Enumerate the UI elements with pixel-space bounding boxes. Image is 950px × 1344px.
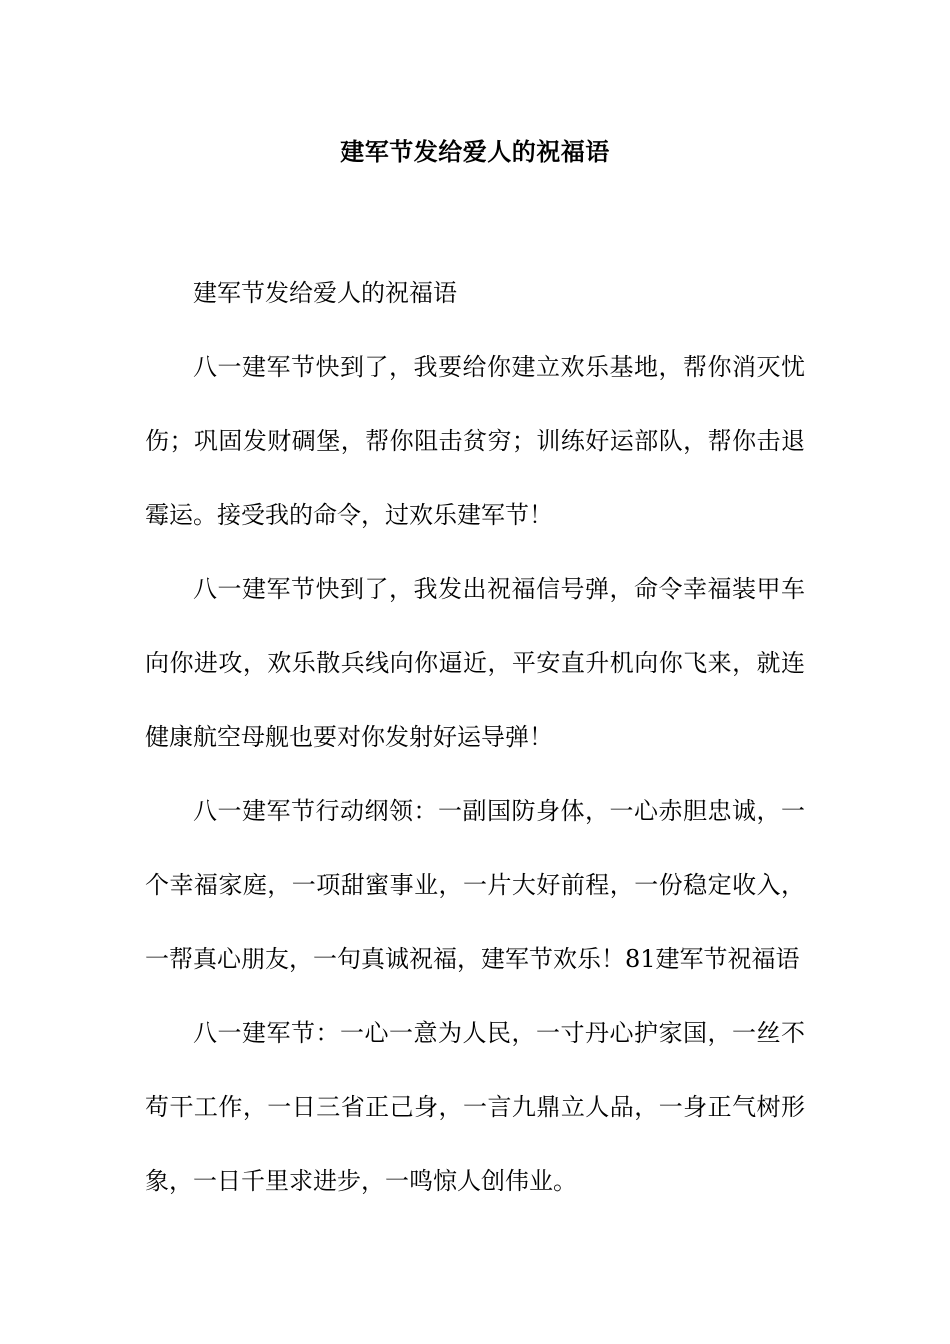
paragraph: 八一建军节行动纲领：一副国防身体，一心赤胆忠诚，一个幸福家庭，一项甜蜜事业，一片大好前程，一份稳定收入，一帮真心朋友，一句真诚祝福，建军节欢乐！81建军节祝福语 bbox=[145, 797, 805, 973]
document-body bbox=[145, 256, 805, 1218]
paragraph: 八一建军节快到了，我要给你建立欢乐基地，帮你消灭忧伤；巩固发财碉堡，帮你阻击贫穷；训练好运部队，帮你击退霉运。接受我的命令，过欢乐建军节！ bbox=[145, 353, 805, 529]
paragraph: 八一建军节：一心一意为人民，一寸丹心护家国，一丝不苟干工作，一日三省正己身，一言九鼎立人品，一身正气树形象，一日千里求进步，一鸣惊人创伟业。 bbox=[145, 1019, 805, 1195]
document-title: 建军节发给爱人的祝福语 bbox=[340, 137, 610, 166]
paragraph-subtitle: 建军节发给爱人的祝福语 bbox=[193, 279, 457, 307]
paragraph: 八一建军节快到了，我发出祝福信号弹，命令幸福装甲车向你进攻，欢乐散兵线向你逼近，平安直升机向你飞来，就连健康航空母舰也要对你发射好运导弹！ bbox=[145, 575, 805, 751]
